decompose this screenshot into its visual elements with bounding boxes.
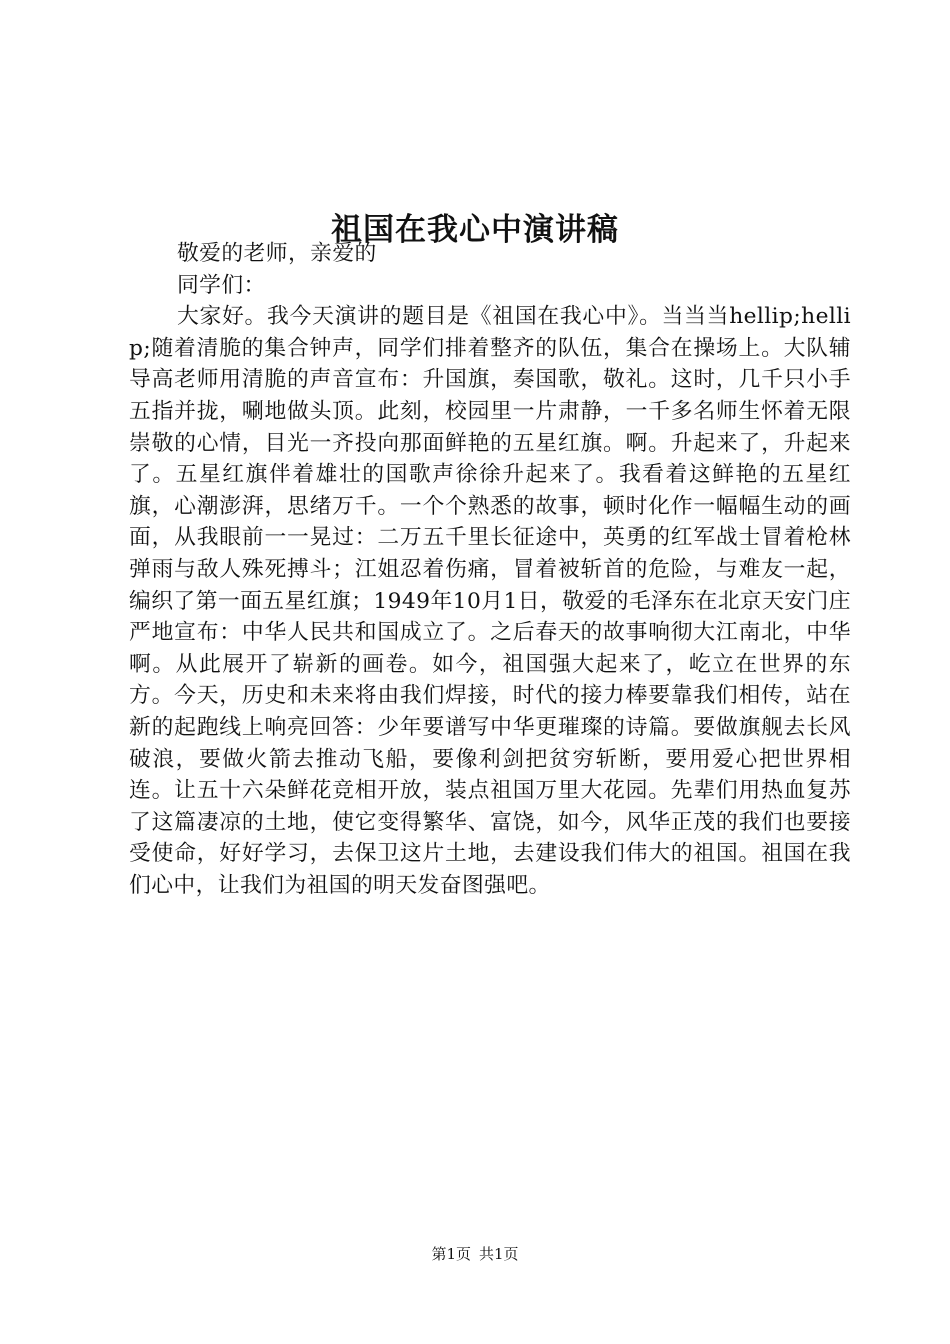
page-footer <box>0 1242 950 1266</box>
salutation-line-1: 敬爱的老师，亲爱的 <box>176 241 377 266</box>
salutation-line-2: 同学们： <box>176 272 266 298</box>
page-total: 共1页 <box>479 1245 519 1263</box>
speech-paragraph: 大家好。我今天演讲的题目是《祖国在我心中》。当当当hellip;hellip;随着清脆的集合钟声，同学们排着整齐的队伍，集合在操场上。大队辅导高老师用清脆的声音宣布：升国旗，奏国歌，敬礼。这时，几千只小手五指并拢，唰地做头顶。此刻，校园里一片肃静，一千多名师生怀着无限崇敬的心情，目光一齐投向那面鲜艳的五星红旗。啊。升起来了，升起来了。五星红旗伴着雄壮的国歌声徐徐升起来了。我看着这鲜艳的五星红旗，心潮澎湃，思绪万千。一个个熟悉的故事，顿时化作一幅幅生动的画面，从我眼前一一晃过：二万五千里长征途中，英勇的红军战士冒着枪林弹雨与敌人殊死搏斗；江姐忍着伤痛，冒着被斩首的危险，与难友一起，编织了第一面五星红旗；1949年10月1日，敬爱的毛泽东在北京天安门庄严地宣布：中华人民共和国成立了。之后春天的故事响彻大江南北，中华啊。从此展开了崭新的画卷。如今，祖国强大起来了，屹立在世界的东方。今天，历史和未来将由我们焊接，时代的接力棒要靠我们相传，站在新的起跑线上响亮回答：少年要谱写中华更璀璨的诗篇。要做旗舰去长风破浪，要做火箭去推动飞船，要像利剑把贫穷斩断，要用爱心把世界相连。让五十六朵鲜花竞相开放，装点祖国万里大花园。先辈们用热血复苏了这篇凄凉的土地，使它变得繁华、富饶，如今，风华正茂的我们也要接受使命，好好学习，去保卫这片土地，去建设我们伟大的祖国。祖国在我们心中，让我们为祖国的明天发奋图强吧。 <box>129 304 851 898</box>
page-number: 第1页 <box>431 1245 471 1263</box>
document-title: 祖国在我心中演讲稿 <box>331 211 619 248</box>
document-body <box>129 238 851 901</box>
